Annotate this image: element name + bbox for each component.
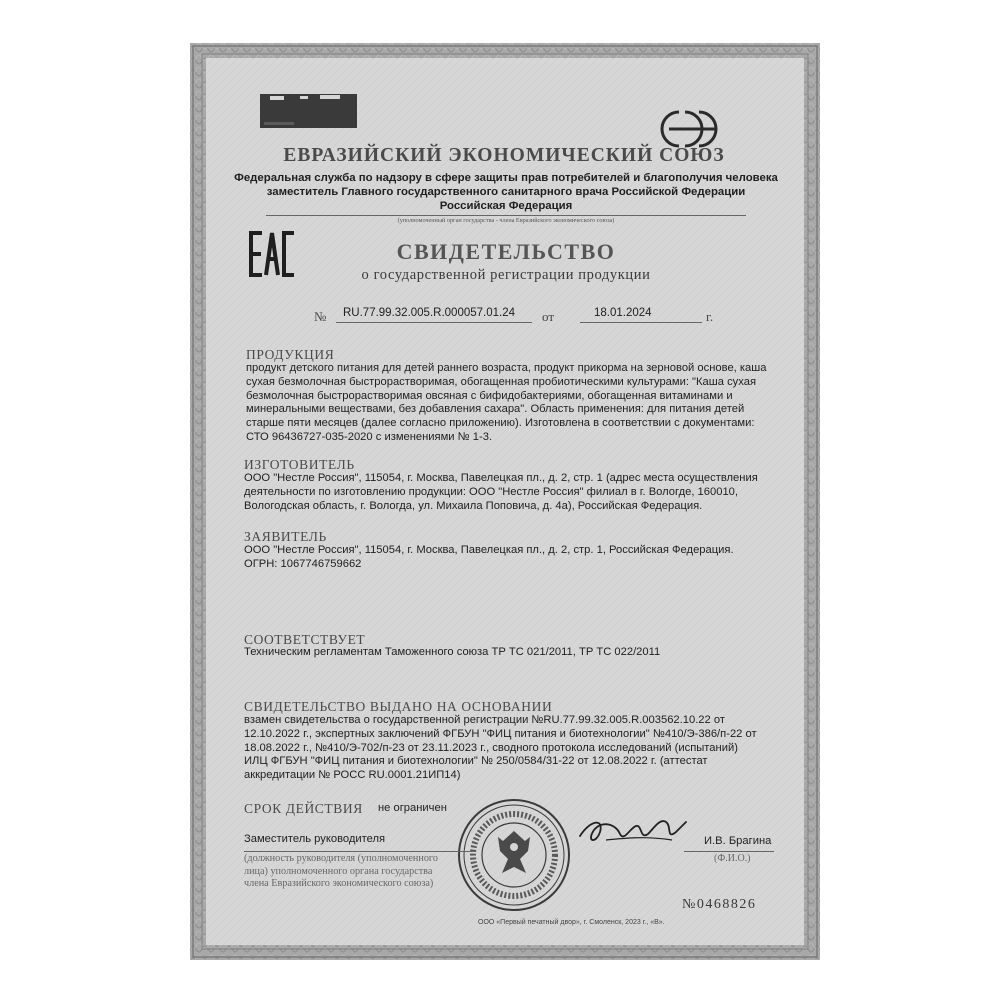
position-caption	[244, 853, 484, 891]
basis-line: 18.08.2022 г., №410/Э-702/п-23 от 23.11.2023 г., сводного протокола исследований (испытаний)	[244, 741, 738, 754]
certificate-frame	[190, 43, 820, 960]
number-underline	[336, 322, 532, 323]
manufacturer-line: ООО "Нестле Россия", 115054, г. Москва, Павелецкая пл., д. 2, стр. 1 (адрес места осуществления	[244, 472, 758, 484]
manufacturer-text	[244, 472, 789, 513]
basis-line: взамен свидетельства о государственной регистрации №RU.77.99.32.005.R.003562.10.22 от	[244, 714, 725, 726]
conforms-text	[244, 646, 789, 660]
product-line: сухая безмолочная быстрорастворимая, обогащенная пробиотическими культурами: "Каша сухая	[246, 375, 757, 388]
applicant-line: ООО "Нестле Россия", 115054, г. Москва, Павелецкая пл., д. 2, стр. 1, Российская Федерация.	[244, 544, 734, 556]
product-line: продукт детского питания для детей раннего возраста, продукт прикорма на зерновой основе, каша	[246, 362, 767, 374]
basis-line: ИЛЦ ФГБУН "ФИЦ питания и биотехнологии" № 250/0584/31-22 от 12.08.2022 г. (аттестат	[244, 755, 708, 768]
signer-name: И.В. Брагина	[704, 835, 772, 847]
position-line: лица) уполномоченного органа государства	[244, 865, 433, 877]
signature-line	[244, 851, 476, 852]
date-from-label: от	[542, 309, 555, 324]
position-line: члена Евразийского экономического союза)	[244, 878, 434, 890]
serial-number: №0468826	[682, 897, 757, 912]
manufacturer-line: деятельности по изготовлению продукции: ООО "Нестле Россия" филиал в г. Вологде, 160010,	[244, 485, 738, 498]
manufacturer-line: Вологодская область, г. Вологда, ул. Михаила Поповича, д. 4а), Российская Федерация.	[244, 499, 703, 512]
signature-icon	[576, 810, 688, 850]
fio-caption: (Ф.И.О.)	[714, 853, 751, 864]
validity-heading: СРОК ДЕЙСТВИЯ	[244, 801, 363, 816]
product-text	[246, 362, 791, 445]
basis-line: аккредитации № РОСС RU.0001.21ИП14)	[244, 769, 461, 782]
registration-date: 18.01.2024	[594, 307, 652, 319]
union-title: ЕВРАЗИЙСКИЙ ЭКОНОМИЧЕСКИЙ СОЮЗ	[283, 145, 725, 166]
applicant-line: ОГРН: 1067746759662	[244, 557, 362, 570]
issuer-line: Российская Федерация	[439, 200, 573, 212]
manufacturer-heading: ИЗГОТОВИТЕЛЬ	[244, 457, 355, 472]
date-underline	[580, 322, 702, 323]
product-line: безмолочная быстрорастворимая овсяная с бифидобактериями, обогащенная витаминами и	[246, 389, 733, 402]
position-line: (должность руководителя (уполномоченного	[244, 853, 438, 864]
fio-line	[684, 851, 774, 852]
product-line: СТО 96436727-035-2020 с изменениями № 1-3.	[246, 430, 493, 443]
basis-text	[244, 714, 789, 783]
conforms-heading: СООТВЕТСТВУЕТ	[244, 632, 366, 647]
issuer-line: Федеральная служба по надзору в сфере защиты прав потребителей и благополучия человека	[234, 172, 778, 184]
basis-line: 12.10.2022 г., экспертных заключений ФГБУН "ФИЦ питания и биотехнологии" №410/Э-386/п-22 от	[244, 727, 757, 740]
basis-heading: СВИДЕТЕЛЬСТВО ВЫДАНО НА ОСНОВАНИИ	[244, 699, 553, 714]
applicant-text	[244, 544, 789, 572]
issuer-line: заместитель Главного государственного санитарного врача Российской Федерации	[266, 186, 746, 198]
product-line: минеральными веществами, без добавления сахара". Область применения: для питания детей	[246, 403, 745, 416]
issuer-note: (уполномоченный орган государства - члена Евразийского экономического союза)	[266, 215, 746, 224]
registration-number: RU.77.99.32.005.R.000057.01.24	[343, 307, 515, 319]
conforms-line: Техническим регламентам Таможенного союза ТР ТС 021/2011, ТР ТС 022/2011	[244, 646, 661, 658]
validity-value: не ограничен	[378, 802, 447, 814]
issuer-block	[226, 171, 786, 213]
printer-imprint: ООО «Первый печатный двор», г. Смоленск, 2023 г., «В».	[478, 919, 665, 926]
certificate-subtitle: о государственной регистрации продукции	[361, 267, 651, 283]
product-line: старше пяти месяцев (далее согласно приложению). Изготовлена в соответствии с документами:	[246, 417, 755, 430]
number-label: №	[314, 309, 327, 324]
certificate-title: СВИДЕТЕЛЬСТВО	[396, 239, 616, 264]
certificate-paper	[206, 58, 804, 945]
barcode-icon	[260, 94, 357, 128]
applicant-heading: ЗАЯВИТЕЛЬ	[244, 529, 327, 544]
deputy-label: Заместитель руководителя	[244, 833, 386, 845]
customs-union-mark-icon	[659, 108, 741, 150]
product-heading: ПРОДУКЦИЯ	[246, 347, 335, 362]
year-suffix: г.	[706, 309, 714, 324]
